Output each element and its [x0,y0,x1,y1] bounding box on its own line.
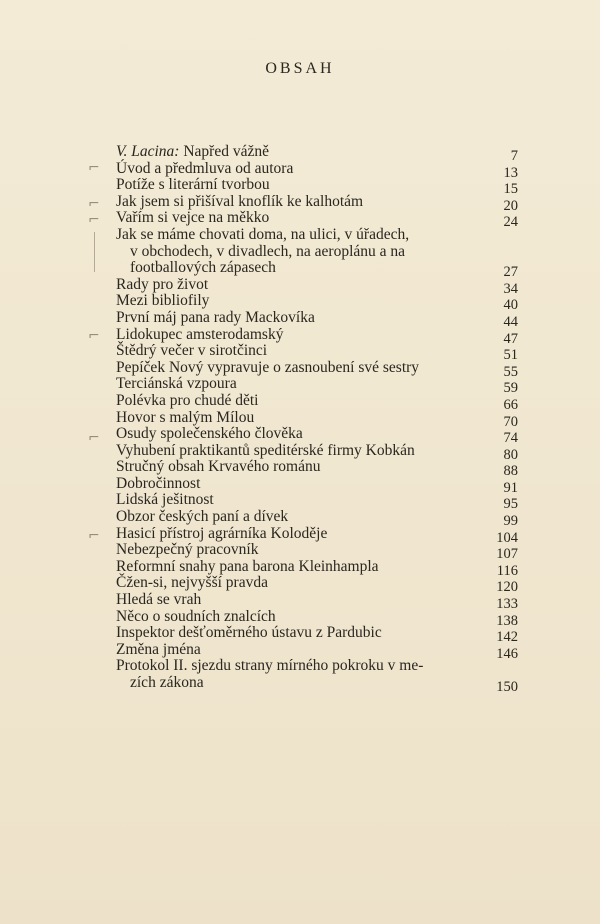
toc-entry-title: Čžen-si, nejvyšší pravda [116,574,268,592]
toc-entry [116,292,518,314]
toc-entry [116,408,518,430]
toc-entry [116,159,518,181]
toc-entry [116,425,518,447]
toc-entry-page-number: 80 [503,446,518,463]
toc-entry [116,275,518,297]
toc-entry [116,308,518,330]
toc-entry-title [116,144,518,161]
toc-entry-page-number: 40 [503,297,518,314]
toc-entry [116,657,518,695]
toc-entry-title: Lidská ješitnost [116,491,214,509]
toc-entry-page-number: 138 [496,612,518,629]
toc-entry-page-number: 59 [503,380,518,397]
toc-entry [116,441,518,463]
toc-entry [116,607,518,629]
toc-entry-page-number: 55 [503,363,518,380]
toc-entry [116,640,518,662]
toc-entry-page-number: 150 [496,679,518,695]
toc-entry-title: Potíže s literární tvorbou [116,176,270,194]
toc-entry [116,491,518,513]
toc-entry-page-number: 47 [503,330,518,347]
toc-entry-page-number: 107 [496,546,518,563]
page-heading: OBSAH [265,60,335,77]
toc-entry-title: Hovor s malým Mílou [116,408,255,426]
toc-entry-page-number: 20 [503,197,518,214]
pencil-mark-icon: ⌐ [88,212,100,228]
toc-entry-page-number: 51 [503,347,518,364]
toc-entry-title-line: Protokol II. sjezdu strany mírného pokroku v me- [116,657,424,675]
toc-entry [116,325,518,347]
toc-entry [116,143,518,164]
toc-entry-title-line: Jak se máme chovati doma, na ulici, v úřadech, [116,225,410,243]
toc-entry [116,474,518,496]
toc-entry-title: Obzor českých paní a dívek [116,508,289,526]
toc-entry-title: Vařím si vejce na měkko [116,209,270,227]
toc-entry [116,192,518,214]
toc-entry-page-number: 15 [503,181,518,198]
pencil-mark-icon: ⌐ [88,430,100,446]
toc-entry [116,342,518,364]
toc-entry-title: Osudy společenského člověka [116,425,303,443]
toc-entry-title: Hasicí přístroj agrárníka Koloděje [116,524,328,542]
toc-entry-title-line: footballových zápasech [130,259,276,277]
toc-entry-title: Rady pro život [116,275,209,293]
toc-entry-page-number: 70 [503,413,518,430]
toc-entry-title: Nebezpečný pracovník [116,541,259,559]
toc-entry-page-number: 74 [503,430,518,447]
toc-entry-title-line: v obchodech, v divadlech, na aeroplánu a na [130,242,406,260]
toc-entry [116,391,518,413]
toc-entry-page-number: 99 [503,513,518,530]
toc-entry [116,524,518,546]
pencil-mark-icon: ⌐ [88,160,100,176]
toc-entry-title: Terciánská vzpoura [116,375,237,393]
toc-entry-title: Jak jsem si přišíval knoflík ke kalhotám [116,192,364,210]
pencil-mark-icon: ⌐ [88,196,100,212]
toc-entry-title: Štědrý večer v sirotčinci [116,342,268,360]
toc-entry [116,541,518,563]
toc-entry [116,624,518,646]
toc-entry [116,209,518,231]
pencil-mark-icon: ⌐ [88,328,100,344]
toc-entry-page-number: 24 [503,214,518,231]
table-of-contents [116,143,518,695]
toc-entry-title: Inspektor dešťoměrného ústavu z Pardubic [116,624,382,642]
toc-entry-page-number: 120 [496,579,518,596]
toc-entry-title: Hledá se vrah [116,591,202,609]
pencil-mark-icon: ⌐ [88,528,100,544]
toc-entry-page-number: 7 [510,148,518,164]
toc-entry-page-number: 146 [496,645,518,662]
toc-entry-title: Změna jména [116,640,201,658]
toc-entry [116,557,518,579]
toc-entry [116,508,518,530]
toc-entry [116,574,518,596]
toc-entry [116,176,518,198]
pencil-bracket-icon [94,232,95,272]
toc-entry [116,458,518,480]
toc-entry-page-number: 34 [503,280,518,297]
toc-entry [116,591,518,613]
toc-entry-title: Vyhubení praktikantů speditérské firmy Kobkán [116,441,415,459]
toc-entry [116,375,518,397]
toc-entry [116,225,518,281]
toc-entry-page-number: 95 [503,496,518,513]
toc-entry-page-number: 142 [496,629,518,646]
toc-entry-page-number: 66 [503,396,518,413]
toc-entry-page-number: 91 [503,479,518,496]
toc-entry-title [116,227,518,277]
toc-entry-title: Mezi bibliofily [116,292,210,310]
toc-entry-page-number: 44 [503,313,518,330]
toc-entry-page-number: 88 [503,463,518,480]
toc-entry-title: Pepíček Nový vypravuje o zasnoubení své sestry [116,358,420,376]
toc-entry-title: Polévka pro chudé děti [116,391,259,409]
toc-entry-page-number: 104 [496,529,518,546]
toc-entry-title-line: zích zákona [130,674,204,691]
toc-entry-title: Úvod a předmluva od autora [116,159,294,177]
toc-entry-title [116,658,518,691]
toc-entry-page-number: 27 [503,264,518,281]
toc-entry-title: Lidokupec amsterodamský [116,325,284,343]
toc-entry-title: Stručný obsah Krvavého románu [116,458,321,476]
toc-entry-title: Něco o soudních znalcích [116,607,276,625]
toc-entry-title-text: Napřed vážně [179,143,269,160]
toc-entry-title: Reformní snahy pana barona Kleinhampla [116,557,379,575]
toc-entry-title: Dobročinnost [116,474,201,492]
toc-entry-author: V. Lacina: [116,143,180,160]
toc-entry [116,358,518,380]
toc-entry-page-number: 133 [496,596,518,613]
toc-entry-title: První máj pana rady Mackovíka [116,308,315,326]
toc-entry-page-number: 116 [496,562,518,579]
toc-entry-page-number: 13 [503,164,518,181]
